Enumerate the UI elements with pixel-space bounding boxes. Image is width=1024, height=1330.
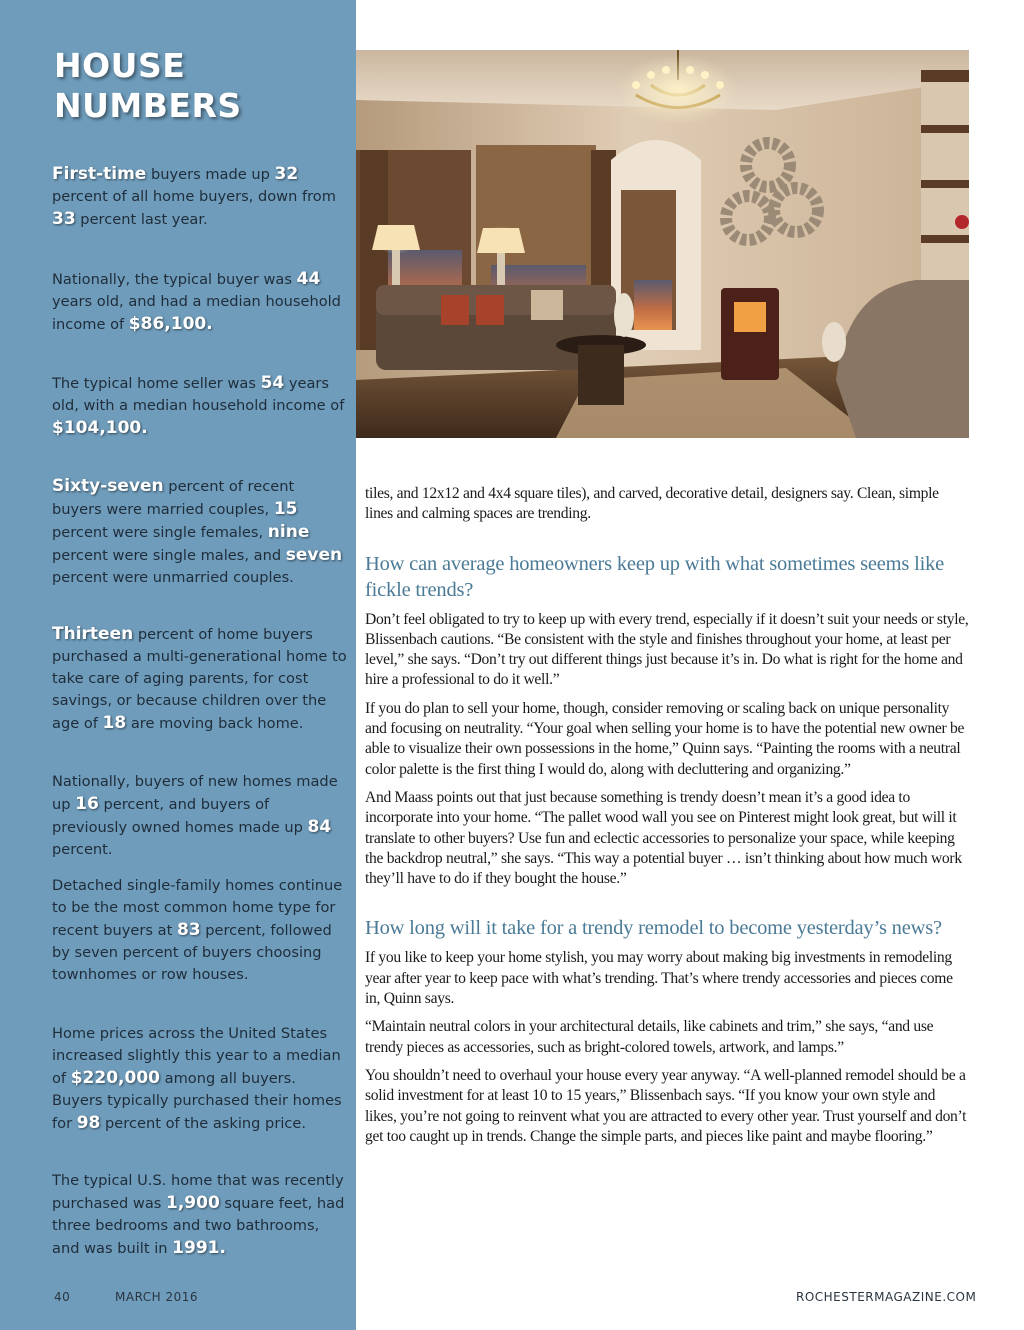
paragraph: “Maintain neutral colors in your architectural details, like cabinets and trim,” she says, “and use trendy pieces as accessories, such as bright-colored towels, artwork, and lamps.”: [365, 1018, 934, 1056]
sidebar-title-line2: NUMBERS: [54, 86, 242, 125]
question-heading-trends: How can average homeowners keep up with what sometimes seems like fickle trends?: [365, 552, 945, 601]
paragraph: And Maass points out that just because something is trendy doesn’t mean it’s a good idea to incorporate into your home. “The pallet wood wall you see on Pinterest might look great, but will it translate to other buyers? Use fun and eclectic accessories to personalize your space, while keeping the backdrop neutral,” she says. “This way a potential buyer … isn’t thinking about how much work they’ll have to do if they bought the house.”: [365, 788, 962, 888]
living-room-photo: [356, 50, 969, 438]
sidebar-title: [54, 46, 242, 126]
stat-first-time-buyers: First-time buyers made up 32 percent of all home buyers, down from 33 percent last year.: [52, 164, 336, 229]
issue-date: MARCH 2016: [115, 1290, 199, 1304]
site-url: ROCHESTERMAGAZINE.COM: [796, 1290, 977, 1304]
question-heading-remodel: How long will it take for a trendy remodel to become yesterday’s news?: [365, 917, 942, 940]
stat-typical-seller: The typical home seller was 54 years old, with a median household income of $104,100.: [52, 373, 345, 438]
stat-buyer-households: Sixty-seven percent of recent buyers were married couples, 15 percent were single females, nine percent were single males, and seven percent were unmarried couples.: [52, 476, 343, 586]
sidebar-panel: [0, 0, 356, 1330]
sidebar-title-line1: HOUSE: [54, 46, 186, 85]
page-number: 40: [54, 1290, 71, 1304]
stat-typical-home: The typical U.S. home that was recently purchased was 1,900 square feet, had three bedrooms and two bathrooms, and was built in 1991.: [52, 1172, 345, 1258]
stat-new-vs-previous: Nationally, buyers of new homes made up 16 percent, and buyers of previously owned homes made up 84 percent.: [52, 773, 338, 858]
paragraph: Don’t feel obligated to try to keep up with every trend, especially if it doesn’t suit your needs or style, Blissenbach cautions. “Be consistent with the style and finishes throughout your home, at least per level,” she says. “Don’t try out different things just because it’s in. Do what is right for the home and hire a professional to do it well.”: [365, 610, 969, 689]
paragraph: If you like to keep your home stylish, you may worry about making big investments in remodeling year after year to keep pace with what’s trending. That’s where trendy accessories and pieces come in, Quinn says.: [365, 949, 953, 1008]
stat-home-prices: Home prices across the United States increased slightly this year to a median of $220,000 among all buyers. Buyers typically purchased their homes for 98 percent of the asking price.: [52, 1025, 342, 1133]
stat-multigenerational: Thirteen percent of home buyers purchased a multi-generational home to take care of aging parents, for cost savings, or because children over the age of 18 are moving back home.: [52, 624, 347, 733]
paragraph: If you do plan to sell your home, though, consider removing or scaling back on unique personality and focusing on neutrality. “Your goal when selling your home is to have the potential new owner be able to visualize their own possessions in the home,” Quinn says. “Painting the rooms with a neutral color palette is the first thing I would do, along with decluttering and organizing.”: [365, 699, 965, 778]
intro-paragraph: tiles, and 12x12 and 4x4 square tiles), and carved, decorative detail, designers say. Clean, simple lines and calming spaces are trending.: [365, 485, 939, 523]
stat-home-types: Detached single-family homes continue to be the most common home type for recent buyers at 83 percent, followed by seven percent of buyers choosing townhomes or row houses.: [52, 877, 343, 983]
stat-typical-buyer: Nationally, the typical buyer was 44 years old, and had a median household income of $86,100.: [52, 269, 341, 334]
article-body: [365, 484, 970, 1155]
paragraph: You shouldn’t need to overhaul your house every year anyway. “A well-planned remodel should be a solid investment for at least 10 to 15 years,” Blissenbach says. “If you know your own style and likes, you’re not going to reinvent what you are attracted to every other year. Trust yourself and don’t get too caught up in trends. Change the simple parts, and pieces like paint and maybe flooring.”: [365, 1066, 967, 1145]
